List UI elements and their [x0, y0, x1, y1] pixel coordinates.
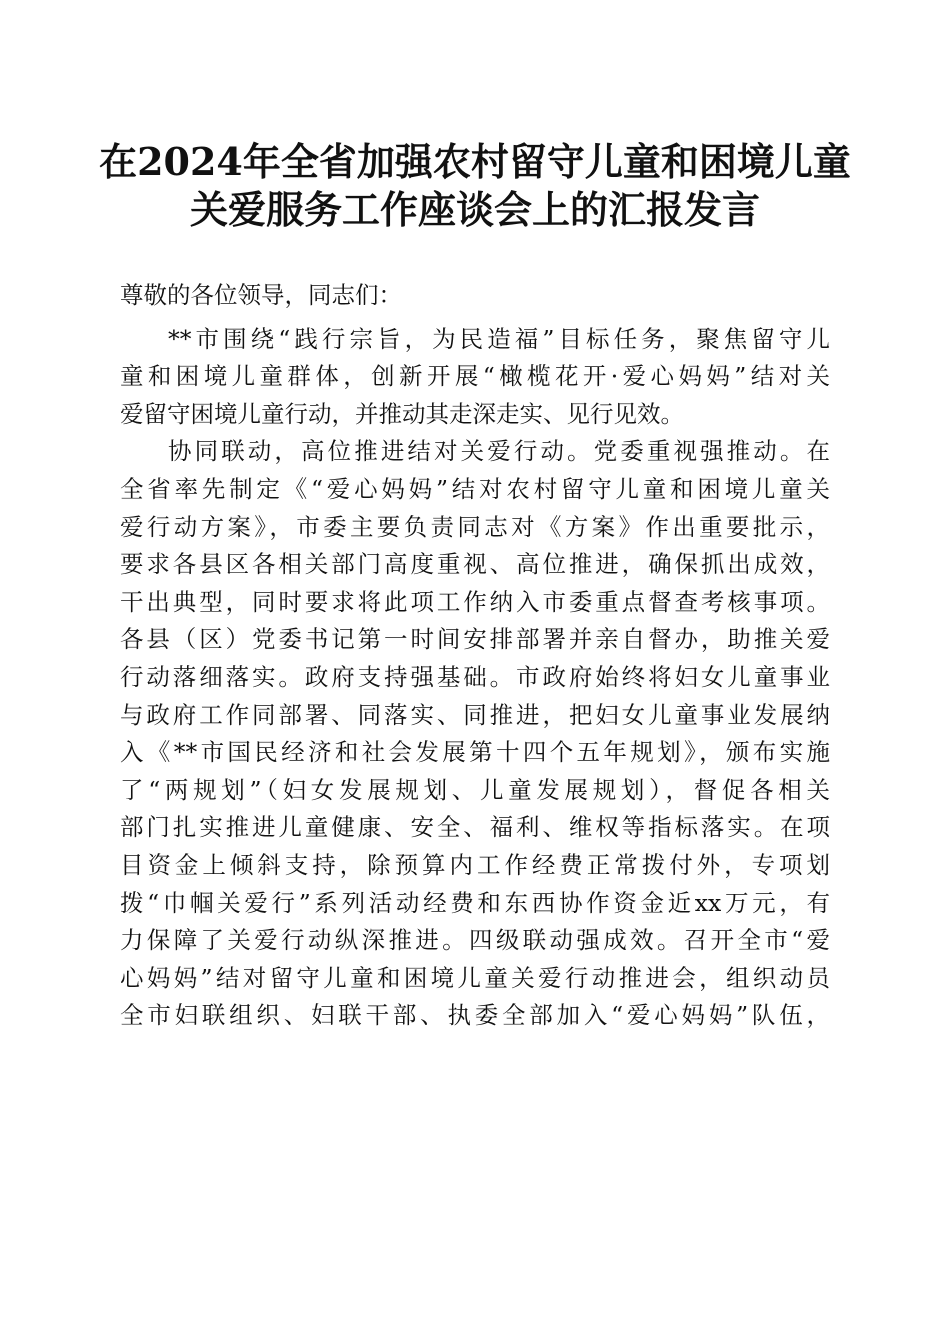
- paragraph-line: 力保障了关爱行动纵深推进。四级联动强成效。召开全市“爱: [120, 926, 830, 955]
- paragraph-line: 全市妇联组织、妇联干部、执委全部加入“爱心妈妈”队伍，: [120, 1001, 830, 1030]
- paragraph-line: 部门扎实推进儿童健康、安全、福利、维权等指标落实。在项: [120, 813, 830, 842]
- paragraph-line: 了“两规划”（妇女发展规划、儿童发展规划），督促各相关: [120, 775, 830, 804]
- paragraph-line: 入《**市国民经济和社会发展第十四个五年规划》，颁布实施: [120, 738, 830, 767]
- paragraph-line: 心妈妈”结对留守儿童和困境儿童关爱行动推进会，组织动员: [120, 963, 830, 992]
- paragraph-line: 童和困境儿童群体，创新开展“橄榄花开·爱心妈妈”结对关: [120, 362, 830, 391]
- paragraph-line: 与政府工作同部署、同落实、同推进，把妇女儿童事业发展纳: [120, 700, 830, 729]
- paragraph-line: 爱留守困境儿童行动，并推动其走深走实、见行见效。: [120, 399, 684, 428]
- salutation: 尊敬的各位领导，同志们：: [120, 281, 402, 309]
- paragraph-line: 目资金上倾斜支持，除预算内工作经费正常拨付外，专项划: [120, 850, 830, 879]
- paragraph-line: **市围绕“践行宗旨，为民造福”目标任务，聚焦留守儿: [168, 324, 830, 353]
- document-title: [80, 138, 870, 234]
- paragraph-line: 协同联动，高位推进结对关爱行动。党委重视强推动。在: [168, 437, 830, 466]
- paragraph-coordination: [120, 433, 830, 1035]
- paragraph-line: 干出典型，同时要求将此项工作纳入市委重点督查考核事项。: [120, 587, 830, 616]
- document-body: [120, 277, 830, 1035]
- title-line: 关爱服务工作座谈会上的汇报发言: [189, 187, 760, 232]
- paragraph-line: 各县（区）党委书记第一时间安排部署并亲自督办，助推关爱: [120, 625, 830, 654]
- paragraph-line: 爱行动方案》，市委主要负责同志对《方案》作出重要批示，: [120, 512, 830, 541]
- paragraph-line: 拨“巾帼关爱行”系列活动经费和东西协作资金近xx万元，有: [120, 888, 830, 917]
- title-line: 在2024年全省加强农村留守儿童和困境儿童: [99, 139, 851, 184]
- paragraph-line: 全省率先制定《“爱心妈妈”结对农村留守儿童和困境儿童关: [120, 474, 830, 503]
- paragraph-intro: [120, 321, 830, 434]
- paragraph-line: 行动落细落实。政府支持强基础。市政府始终将妇女儿童事业: [120, 662, 830, 691]
- paragraph-line: 要求各县区各相关部门高度重视、高位推进，确保抓出成效，: [120, 550, 830, 579]
